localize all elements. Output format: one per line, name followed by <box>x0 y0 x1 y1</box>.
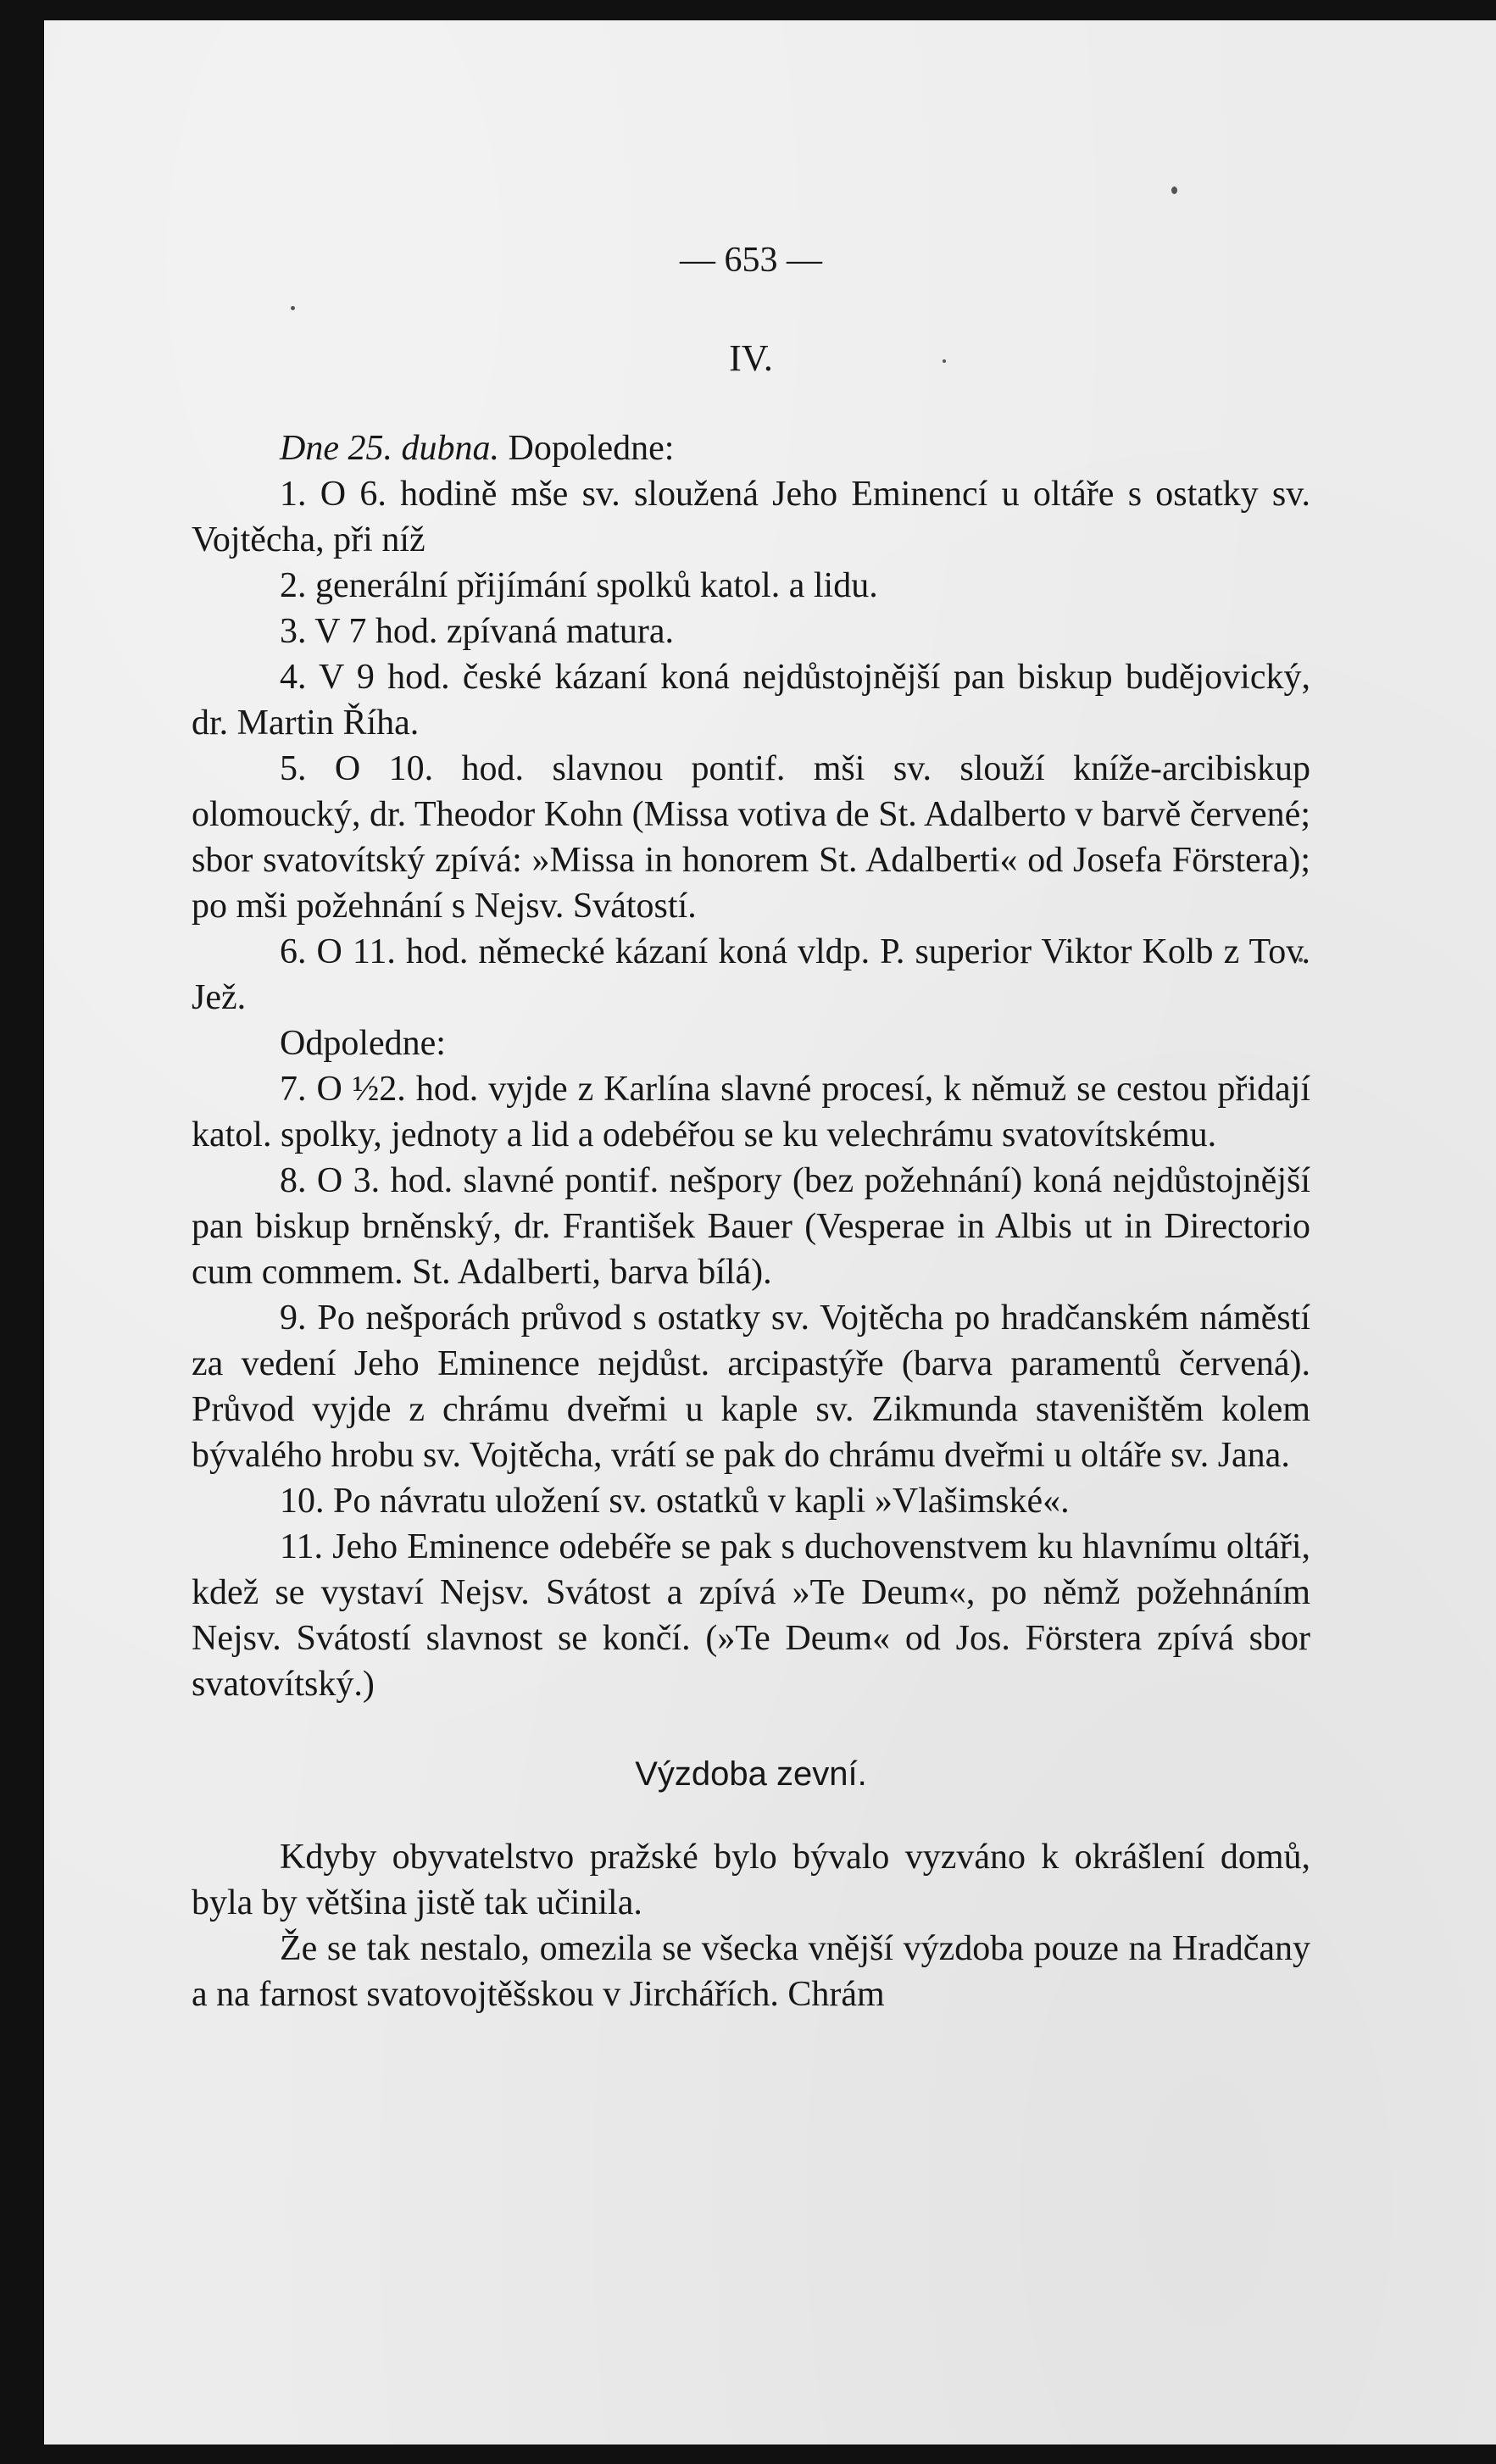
program-item-3: 3. V 7 hod. zpívaná matura. <box>280 612 675 651</box>
program-item-1: 1. O 6. hodině mše sv. sloužená Jeho Eminencí u oltáře s ostatky sv. Vojtěcha, při níž <box>192 475 1310 559</box>
page-number: — 653 — <box>680 241 822 280</box>
section-numeral: IV. <box>729 337 773 379</box>
date-text: Dne 25. dubna. <box>280 429 499 468</box>
date-line <box>192 425 1310 471</box>
scan-left-border <box>0 0 44 2464</box>
book-page <box>44 20 1496 2445</box>
scan-bottom-border <box>0 2445 1496 2464</box>
closing-paragraph-2: Že se tak nestalo, omezila se všecka vnější výzdoba pouze na Hradčany a na farnost svatovojtěšskou v Jirchářích. Chrám <box>192 1929 1310 2014</box>
program-item-9: 9. Po nešporách průvod s ostatky sv. Vojtěcha po hradčanském náměstí za vedení Jeho Eminence nejdůst. arcipastýře (barva paramentů červená). Průvod vyjde z chrámu dveřmi u kaple sv. Zikmunda staveništěm kolem bývalého hrobu sv. Vojtěcha, vrátí se pak do chrámu dveřmi u oltáře sv. Jana. <box>192 1299 1310 1475</box>
section-heading: Výzdoba zevní. <box>635 1755 867 1793</box>
scan-top-border <box>0 0 1496 20</box>
program-item-10: 10. Po návratu uložení sv. ostatků v kapli »Vlašimské«. <box>280 1482 1070 1521</box>
program-item-5: 5. O 10. hod. slavnou pontif. mši sv. slouží kníže-arcibiskup olomoucký, dr. Theodor Kohn (Missa votiva de St. Adalberto v barvě červené; sbor svatovítský zpívá: »Missa in honorem St. Adalberti« od Josefa Förstera); po mši požehnání s Nejsv. Svátostí. <box>192 749 1310 926</box>
scan-speck <box>291 306 295 310</box>
program-item-6: 6. O 11. hod. německé kázaní koná vldp. P. superior Viktor Kolb z Tov. Jež. <box>192 932 1310 1017</box>
closing-paragraph-1: Kdyby obyvatelstvo pražské bylo bývalo vyzváno k okrášlení domů, byla by většina jistě tak učinila. <box>192 1838 1310 1922</box>
morning-label: Dopoledne: <box>498 429 675 468</box>
scan-speck <box>1171 186 1177 194</box>
program-item-8: 8. O 3. hod. slavné pontif. nešpory (bez požehnání) koná nejdůstojnější pan biskup brněnský, dr. František Bauer (Vesperae in Albis ut in Directorio cum commem. St. Adalberti, barva bílá). <box>192 1161 1310 1292</box>
program-item-11: 11. Jeho Eminence odebéře se pak s duchovenstvem ku hlavnímu oltáři, kdež se vystaví Nejsv. Svátost a zpívá »Te Deum«, po němž požehnáním Nejsv. Svátostí slavnost se končí. (»Te Deum« od Jos. Förstera zpívá sbor svatovítský.) <box>192 1527 1310 1704</box>
program-item-2: 2. generální přijímání spolků katol. a lidu. <box>280 566 878 605</box>
program-body <box>192 425 1310 2017</box>
afternoon-label: Odpoledne: <box>280 1024 446 1063</box>
program-item-7: 7. O ½2. hod. vyjde z Karlína slavné procesí, k němuž se cestou přidají katol. spolky, jednoty a lid a odebéřou se ku velechrámu svatovítskému. <box>192 1070 1310 1154</box>
program-item-4: 4. V 9 hod. české kázaní koná nejdůstojnější pan biskup budějovický, dr. Martin Říha. <box>192 658 1310 743</box>
